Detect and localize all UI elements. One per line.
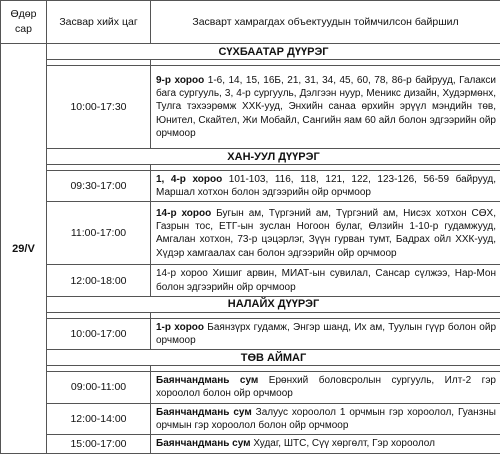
section-row: [1, 44, 500, 60]
location-bold: Баянчандмань сум: [156, 375, 259, 387]
location-cell: [151, 66, 500, 149]
location-text: 14-р хороо Хишиг арвин, МИАТ-ын сувилал, Сансар сүлжээ, Нар-Мон болон эдгээрийн ойр орчмоор: [156, 268, 496, 293]
section-title: НАЛАЙХ ДҮҮРЭГ: [47, 296, 500, 312]
location-bold: 14-р хороо: [156, 208, 212, 219]
time-cell: 12:00-14:00: [47, 403, 151, 434]
location-bold: Баянчандмань сум: [156, 438, 251, 450]
location-cell: [151, 202, 500, 265]
date-cell: 29/V: [1, 44, 47, 454]
header-date: [1, 1, 47, 44]
location-cell: [151, 171, 500, 202]
location-text: 101-103, 116, 118, 121, 122, 123-126, 56-59 байрууд, Маршал хотхон болон эдгээрийн ойр орчмоор: [156, 174, 496, 199]
location-cell: [151, 372, 500, 403]
location-bold: 1-р хороо: [156, 321, 205, 333]
location-text: Залуус хороолол 1 орчмын гэр хороолол, Гуанзны орчмын гэр хороолол болон ойр орчмоор: [156, 406, 496, 431]
table-row: [1, 66, 500, 149]
location-bold: 1, 4-р хороо: [156, 174, 223, 185]
location-text: 1-6, 14, 15, 16Б, 21, 31, 34, 45, 60, 78, 86-р байрууд, Галакси бага сургууль, 3, 4-р сургууль, Дэлгээн нуур, Меникс дизайн, Худэрмөнх, Тулга тэхээрөмж ХХК-ууд, Энхийн санаа өрхийн эрүүл мэндийн төв, Юнител, Скайтел, Жи Мобайл, Сангийн яам 60 айл болон эдгээрийн ойр орчмоор: [156, 74, 496, 139]
time-cell: 10:00-17:30: [47, 66, 151, 149]
section-title: ХАН-УУЛ ДҮҮРЭГ: [47, 149, 500, 165]
location-text: Бугын ам, Түргэний ам, Түргэний ам, Нисэх хотхон СӨХ, Газрын тос, ЕТГ-ын зуслан Ногоон булаг, Өлзийн 1-10-р гудамжууд, Амгалан хотхон, 73-р цэцэрлэг, Зүүн гурван тумт, Бадрах ойл ХХК-ууд, Хүдэр хамгаалах сан болон эдгээрийн ойр орчмоор: [156, 208, 497, 259]
table-row: [1, 265, 500, 296]
location-cell: [151, 265, 500, 296]
table-row: [1, 403, 500, 434]
location-cell: [151, 435, 500, 454]
section-title: ТӨВ АЙМАГ: [47, 350, 500, 366]
time-cell: 10:00-17:00: [47, 318, 151, 349]
location-cell: [151, 403, 500, 434]
time-cell: 09:30-17:00: [47, 171, 151, 202]
header-location: Засварт хамрагдах объектуудын тоймчилсон байршил: [151, 1, 500, 44]
time-cell: 12:00-18:00: [47, 265, 151, 296]
header-date-line2: сар: [15, 23, 32, 35]
header-row: [1, 1, 500, 44]
section-row: [1, 296, 500, 312]
table-row: [1, 171, 500, 202]
header-date-line1: Өдөр: [10, 8, 37, 20]
time-cell: 09:00-11:00: [47, 372, 151, 403]
location-bold: 9-р хороо: [156, 74, 205, 86]
section-title: СҮХБААТАР ДҮҮРЭГ: [47, 44, 500, 60]
time-cell: 15:00-17:00: [47, 435, 151, 454]
time-cell: 11:00-17:00: [47, 202, 151, 265]
table-row: [1, 202, 500, 265]
table-row: [1, 372, 500, 403]
location-cell: [151, 318, 500, 349]
header-time: Засвар хийх цаг: [47, 1, 151, 44]
location-text: Худаг, ШТС, Сүү хөргөлт, Гэр хороолол: [250, 438, 435, 450]
location-text: Баянзүрх гудамж, Энгэр шанд, Их ам, Туулын гүүр болон ойр орчмоор: [156, 321, 496, 347]
location-bold: Баянчандмань сум: [156, 406, 252, 418]
table-row: [1, 435, 500, 454]
location-text: Ерөнхий боловсролын сургууль, Илт-2 гэр хороолол болон ойр орчмоор: [156, 375, 496, 400]
section-row: [1, 149, 500, 165]
section-row: [1, 350, 500, 366]
table-row: [1, 318, 500, 349]
